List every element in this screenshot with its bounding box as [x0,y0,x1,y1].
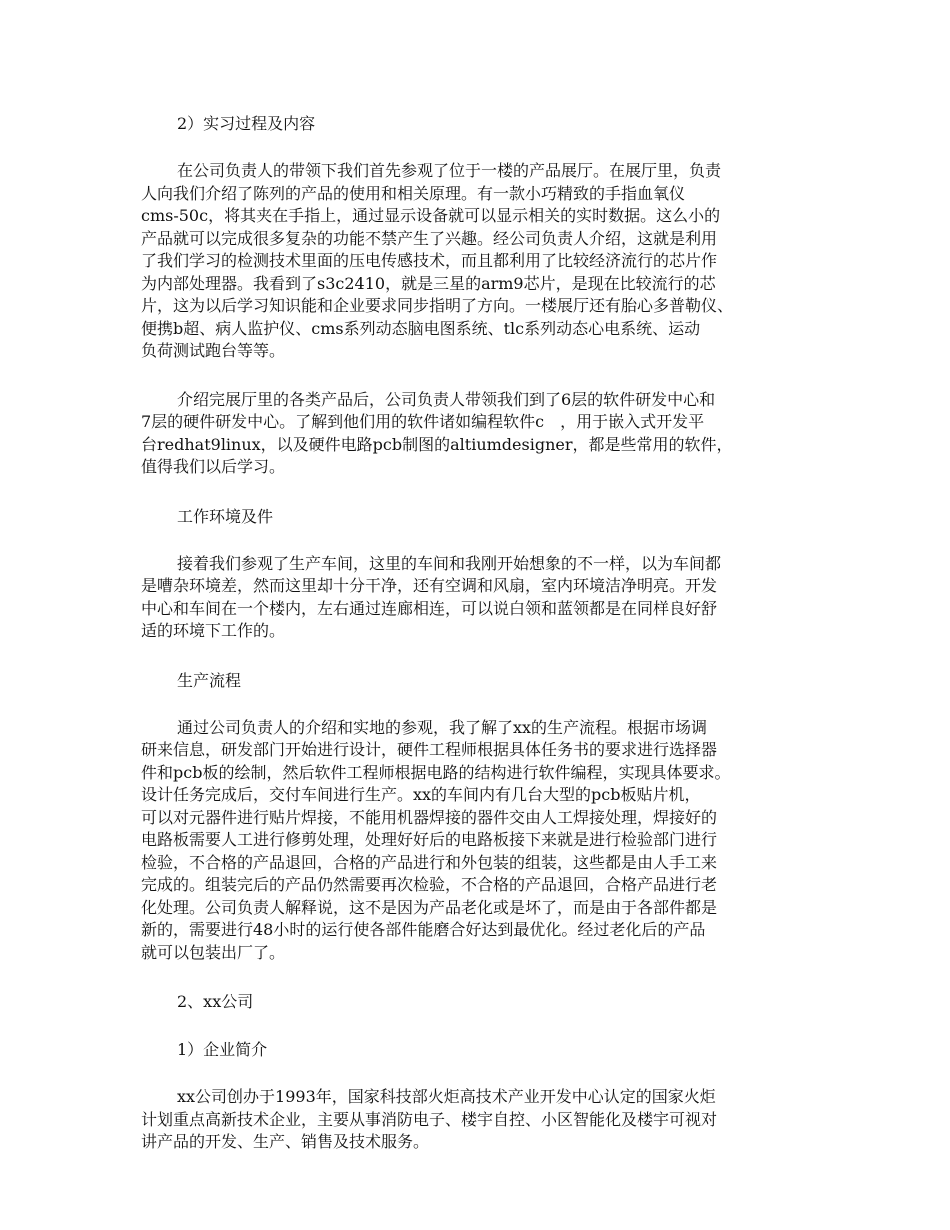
paragraph-line: 中心和车间在一个楼内，左右通过连廊相连，可以说白领和蓝领都是在同样良好舒 [141,598,718,618]
document-body [141,112,813,1154]
paragraph-line: 研来信息，研发部门开始进行设计，硬件工程师根据具体任务书的要求进行选择器 [141,740,718,759]
paragraph-line: xx公司创办于1993年，国家科技部火炬高技术产业开发中心认定的国家火炬 [177,1087,716,1106]
paragraph-line: 可以对元器件进行贴片焊接，不能用机器焊接的器件交由人工焊接处理，焊接好的 [141,807,718,827]
paragraph-line: 产品就可以完成很多复杂的功能不禁产生了兴趣。经公司负责人介绍，这就是利用 [141,228,718,248]
section-heading-work-environment: 工作环境及件 [177,506,274,526]
paragraph-line: 值得我们以后学习。 [141,457,286,476]
paragraph-line: 讲产品的开发、生产、销售及技术服务。 [141,1132,430,1151]
paragraph-line: 介绍完展厅里的各类产品后，公司负责人带领我们到了6层的软件研发中心和 [177,389,716,409]
paragraph-line: 在公司负责人的带领下我们首先参观了位于一楼的产品展厅。在展厅里，负责 [177,161,722,180]
paragraph-line: 完成的。组装完后的产品仍然需要再次检验，不合格的产品退回，合格产品进行老 [141,875,718,894]
paragraph-line: 就可以包装出厂了。 [141,942,286,962]
paragraph-line: 通过公司负责人的介绍和实地的参观，我了解了xx的生产流程。根据市场调 [177,717,708,737]
paragraph-line: 新的，需要进行48小时的运行使各部件能磨合好达到最优化。经过老化后的产品 [141,920,706,939]
paragraph-line: 化处理。公司负责人解释说，这不是因为产品老化或是坏了，而是由于各部件都是 [141,897,718,917]
paragraph-showroom [141,160,813,363]
paragraph-line: 适的环境下工作的。 [141,621,286,640]
paragraph-line: 是嘈杂环境差，然而这里却十分干净，还有空调和风扇，室内环境洁净明亮。开发 [141,576,718,595]
paragraph-line: 接着我们参观了生产车间，这里的车间和我刚开始想象的不一样，以为车间都 [177,553,722,573]
paragraph-line: 检验，不合格的产品退回，合格的产品进行和外包装的组装，这些都是由人手工来 [141,852,718,872]
paragraph-line: 台redhat9linux，以及硬件电路pcb制图的altiumdesigner，都是些常用的软件， [141,434,733,454]
paragraph-production-flow [141,717,813,965]
paragraph-line: 人向我们介绍了陈列的产品的使用和相关原理。有一款小巧精致的手指血氧仪 [141,183,686,203]
section-heading-internship-process: 2）实习过程及内容 [177,114,316,133]
paragraph-line: 负荷测试跑台等等。 [141,341,286,360]
paragraph-line: 电路板需要人工进行修剪处理，处理好好后的电路板接下来就是进行检验部门进行 [141,830,718,849]
paragraph-line: cms-50c，将其夹在手指上，通过显示设备就可以显示相关的实时数据。这么小的 [141,206,721,225]
paragraph-line: 计划重点高新技术企业，主要从事消防电子、楼宇自控、小区智能化及楼宇可视对 [141,1109,718,1129]
paragraph-line: 了我们学习的检测技术里面的压电传感技术，而且都利用了比较经济流行的芯片作 [141,251,718,270]
paragraph-line: 设计任务完成后，交付车间进行生产。xx的车间内有几台大型的pcb板贴片机， [141,785,701,804]
paragraph-line: 为内部处理器。我看到了s3c2410，就是三星的arm9芯片，是现在比较流行的芯 [141,273,716,293]
section-heading-company: 2、xx公司 [177,992,254,1011]
paragraph-company-intro [141,1086,813,1154]
paragraph-work-environment [141,553,813,643]
paragraph-line: 件和pcb板的绘制，然后软件工程师根据电路的结构进行软件编程，实现具体要求。 [141,762,731,782]
paragraph-rd-center [141,389,813,479]
paragraph-line: 7层的硬件研发中心。了解到他们用的软件诸如编程软件c ，用于嵌入式开发平 [141,412,705,431]
paragraph-line: 片，这为以后学习知识能和企业要求同步指明了方向。一楼展厅还有胎心多普勒仪、 [141,296,734,315]
section-heading-production-flow: 生产流程 [177,670,242,690]
paragraph-line: 便携b超、病人监护仪、cms系列动态脑电图系统、tlc系列动态心电系统、运动 [141,318,701,338]
section-heading-company-intro: 1）企业简介 [177,1040,268,1059]
